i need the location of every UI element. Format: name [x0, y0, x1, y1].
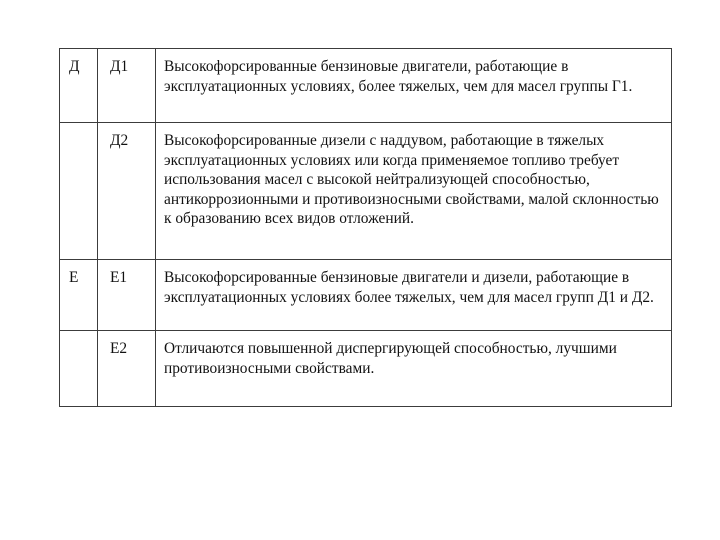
description-text: Отличаются повышенной диспергирующей способностью, лучшими противоизносными свойствами.	[164, 340, 617, 377]
subgroup-label: Д1	[110, 58, 129, 75]
group-label: Д	[69, 58, 80, 75]
description-cell	[156, 49, 672, 123]
subgroup-label: Д2	[110, 132, 129, 149]
table-row	[60, 123, 672, 260]
description-text: Высокофорсированные дизели с наддувом, работающие в тяжелых эксплуатационных условиях или когда применяемое топливо требует использования масел с высокой нейтрализующей способностью, антикоррозионными и противоизносными свойствами, малой склонностью к образованию всех видов отложений.	[164, 132, 659, 228]
subgroup-cell	[98, 123, 156, 260]
group-cell	[60, 260, 98, 331]
description-cell	[156, 331, 672, 407]
table-row	[60, 49, 672, 123]
group-label: Е	[69, 269, 79, 286]
description-text: Высокофорсированные бензиновые двигатели и дизели, работающие в эксплуатационных условиях более тяжелых, чем для масел групп Д1 и Д2.	[164, 269, 654, 306]
group-label	[60, 331, 97, 339]
table-row	[60, 331, 672, 407]
group-label	[60, 123, 97, 131]
table-row	[60, 260, 672, 331]
subgroup-label: Е1	[110, 269, 128, 286]
description-text: Высокофорсированные бензиновые двигатели, работающие в эксплуатационных условиях, более тяжелых, чем для масел группы Г1.	[164, 58, 633, 95]
subgroup-cell	[98, 49, 156, 123]
group-cell	[60, 331, 98, 407]
subgroup-label: Е2	[110, 340, 128, 357]
description-cell	[156, 260, 672, 331]
group-cell	[60, 123, 98, 260]
description-cell	[156, 123, 672, 260]
subgroup-cell	[98, 331, 156, 407]
group-cell	[60, 49, 98, 123]
subgroup-cell	[98, 260, 156, 331]
oil-group-table	[59, 48, 672, 407]
